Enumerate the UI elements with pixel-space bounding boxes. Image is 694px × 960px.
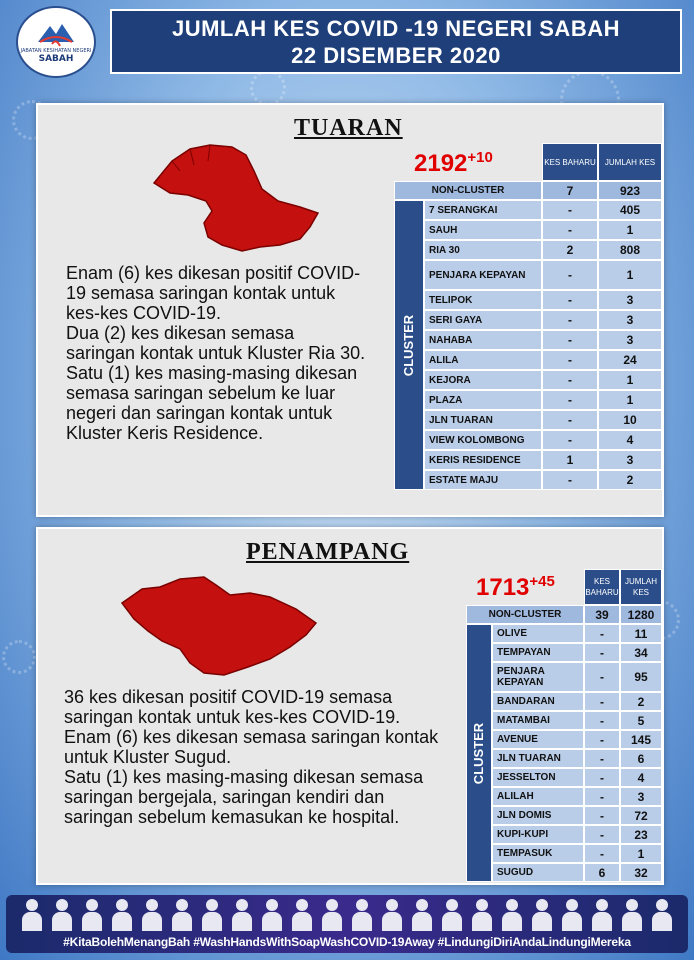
cluster-row [424, 310, 662, 330]
cluster-name: ESTATE MAJU [424, 470, 542, 490]
cluster-row [424, 290, 662, 310]
frontliner-figure-icon [80, 897, 104, 931]
new-cases-value: - [542, 430, 598, 450]
page-date: 22 DISEMBER 2020 [291, 43, 501, 68]
cluster-name: JLN DOMIS [492, 806, 584, 825]
cluster-label: CLUSTER [471, 722, 487, 784]
total-cases-value: 5 [620, 711, 662, 730]
description-paragraph: Enam (6) kes dikesan semasa saringan kontak untuk Kluster Sugud. [64, 727, 439, 767]
new-cases-value: - [542, 330, 598, 350]
total-cases-value: 11 [620, 624, 662, 643]
description-paragraph: Satu (1) kes masing-masing dikesan semasa saringan sebelum ke luar negeri dan saringan kontak untuk Kluster Keris Residence. [66, 363, 358, 443]
cluster-side-label [466, 624, 492, 882]
frontliner-figure-icon [170, 897, 194, 931]
description-paragraph: Satu (1) kes masing-masing dikesan semasa saringan bergejala, saringan kendiri dan saringan sebelum kemasukan ke hospital. [64, 767, 424, 827]
col-header-total: JUMLAH KES [620, 569, 662, 605]
tuaran-cluster-table [394, 143, 662, 513]
total-cases-value: 1 [598, 390, 662, 410]
cluster-name: 7 SERANGKAI [424, 200, 542, 220]
frontliner-figure-icon [230, 897, 254, 931]
frontliner-figure-icon [500, 897, 524, 931]
new-cases-value: - [542, 260, 598, 290]
cluster-name: VIEW KOLOMBONG [424, 430, 542, 450]
district-title: PENAMPANG [246, 539, 410, 565]
cluster-name: JLN TUARAN [492, 749, 584, 768]
frontliner-figure-icon [20, 897, 44, 931]
cluster-name: RIA 30 [424, 240, 542, 260]
cluster-name: PENJARA KEPAYAN [492, 662, 584, 692]
cluster-row [424, 450, 662, 470]
total-cases-value: 1 [598, 220, 662, 240]
new-cases-value: - [584, 787, 620, 806]
cluster-row [492, 768, 662, 787]
total-cases-value: 3 [598, 450, 662, 470]
cluster-name: TELIPOK [424, 290, 542, 310]
frontliner-figure-icon [530, 897, 554, 931]
cluster-name: JESSELTON [492, 768, 584, 787]
cluster-name: PLAZA [424, 390, 542, 410]
total-cases-value: 405 [598, 200, 662, 220]
cluster-name: ALILA [424, 350, 542, 370]
frontliner-figure-icon [380, 897, 404, 931]
new-cases-value: - [542, 200, 598, 220]
total-cases-value: 145 [620, 730, 662, 749]
total-cases-value: 2 [620, 692, 662, 711]
virus-decoration [250, 70, 286, 106]
new-cases-value: 2 [542, 240, 598, 260]
new-cases-value: - [542, 310, 598, 330]
cluster-row [492, 711, 662, 730]
cluster-row [492, 787, 662, 806]
cluster-row [424, 350, 662, 370]
cluster-name: KUPI-KUPI [492, 825, 584, 844]
cluster-row [492, 730, 662, 749]
frontliner-figure-icon [260, 897, 284, 931]
cluster-name: SAUH [424, 220, 542, 240]
cluster-name: NON-CLUSTER [466, 605, 584, 624]
frontliner-figure-icon [470, 897, 494, 931]
district-title: TUARAN [294, 115, 403, 141]
cluster-name: KEJORA [424, 370, 542, 390]
total-cases-value: 6 [620, 749, 662, 768]
total-cases-value: 3 [598, 290, 662, 310]
footer-banner [6, 895, 688, 953]
penampang-description [64, 687, 444, 827]
new-cases-value: 6 [584, 863, 620, 882]
new-cases-value: - [584, 643, 620, 662]
new-cases-value: 7 [542, 181, 598, 200]
new-cases-value: - [542, 220, 598, 240]
description-paragraph: Enam (6) kes dikesan positif COVID-19 semasa saringan kontak untuk kes-kes COVID-19. [66, 263, 361, 323]
new-cases-value: - [584, 624, 620, 643]
penampang-cluster-table [466, 569, 662, 881]
total-cases-value: 2192 [414, 150, 468, 177]
total-cases-value: 3 [598, 330, 662, 350]
cluster-row [424, 430, 662, 450]
col-header-new: KES BAHARU [584, 569, 620, 605]
new-cases-value: - [584, 692, 620, 711]
cluster-name: AVENUE [492, 730, 584, 749]
cluster-row [492, 662, 662, 692]
new-cases-value: - [584, 806, 620, 825]
cluster-row [492, 844, 662, 863]
total-cases-value: 2 [598, 470, 662, 490]
tuaran-description [66, 263, 366, 443]
new-cases-value: - [542, 390, 598, 410]
new-cases-value: - [584, 730, 620, 749]
cluster-row [492, 749, 662, 768]
frontliner-figure-icon [590, 897, 614, 931]
tuaran-panel [36, 103, 664, 517]
cluster-row [492, 643, 662, 662]
jkn-sabah-logo [16, 6, 96, 78]
cluster-name: MATAMBAI [492, 711, 584, 730]
total-cases-value: 95 [620, 662, 662, 692]
frontliner-figure-icon [200, 897, 224, 931]
frontliner-figure-icon [320, 897, 344, 931]
new-cases-value: - [584, 711, 620, 730]
cluster-row [424, 200, 662, 220]
virus-decoration [2, 640, 36, 674]
cluster-name: OLIVE [492, 624, 584, 643]
new-cases-value: - [584, 844, 620, 863]
cluster-row [492, 863, 662, 882]
cluster-name: SERI GAYA [424, 310, 542, 330]
frontliner-figure-icon [110, 897, 134, 931]
total-cases-value: 1 [598, 370, 662, 390]
total-cases-value: 1 [620, 844, 662, 863]
cluster-row [492, 825, 662, 844]
cluster-name: KERIS RESIDENCE [424, 450, 542, 470]
new-cases-value: - [584, 662, 620, 692]
total-cases-value: 34 [620, 643, 662, 662]
frontliner-figure-icon [50, 897, 74, 931]
cluster-name: NON-CLUSTER [394, 181, 542, 200]
cluster-name: JLN TUARAN [424, 410, 542, 430]
total-cases-value: 923 [598, 181, 662, 200]
new-cases-value: - [584, 825, 620, 844]
total-cases-value: 10 [598, 410, 662, 430]
new-cases-value: 1 [542, 450, 598, 470]
page-title: JUMLAH KES COVID -19 NEGERI SABAH [171, 16, 620, 41]
cluster-name: SUGUD [492, 863, 584, 882]
increase-value: +45 [529, 573, 555, 590]
cluster-row [424, 390, 662, 410]
total-cases-value: 3 [598, 310, 662, 330]
frontliner-figure-icon [290, 897, 314, 931]
cluster-row [424, 410, 662, 430]
frontliner-figure-icon [650, 897, 674, 931]
total-cases-value: 23 [620, 825, 662, 844]
non-cluster-row [394, 181, 662, 200]
logo-org-text: JABATAN KESIHATAN NEGERI [20, 48, 92, 54]
new-cases-value: 39 [584, 605, 620, 624]
total-cases-value: 72 [620, 806, 662, 825]
frontliner-figures [20, 897, 674, 933]
cluster-side-label [394, 200, 424, 490]
new-cases-value: - [584, 768, 620, 787]
total-cases-value: 1 [598, 260, 662, 290]
new-cases-value: - [584, 749, 620, 768]
cluster-row [492, 692, 662, 711]
cluster-row [424, 370, 662, 390]
total-cases-value: 4 [620, 768, 662, 787]
new-cases-value: - [542, 410, 598, 430]
total-cases-value: 32 [620, 863, 662, 882]
new-cases-value: - [542, 290, 598, 310]
cluster-name: NAHABA [424, 330, 542, 350]
frontliner-figure-icon [440, 897, 464, 931]
total-cases-value: 1280 [620, 605, 662, 624]
cluster-row [424, 220, 662, 240]
penampang-panel [36, 527, 664, 885]
frontliner-figure-icon [140, 897, 164, 931]
total-cases-value: 4 [598, 430, 662, 450]
cluster-name: TEMPASUK [492, 844, 584, 863]
tuaran-map-icon [150, 141, 320, 253]
cluster-name: ALILAH [492, 787, 584, 806]
new-cases-value: - [542, 370, 598, 390]
logo-name: SABAH [38, 54, 74, 64]
col-header-new: KES BAHARU [542, 143, 598, 181]
page-title-box [110, 9, 682, 74]
cluster-row [424, 330, 662, 350]
col-header-total: JUMLAH KES [598, 143, 662, 181]
mountain-logo-icon [36, 20, 76, 48]
total-cases-value: 3 [620, 787, 662, 806]
description-paragraph: 36 kes dikesan positif COVID-19 semasa saringan kontak untuk kes-kes COVID-19. [64, 687, 401, 727]
penampang-map-icon [120, 575, 318, 679]
description-paragraph: Dua (2) kes dikesan semasa saringan kontak untuk Kluster Ria 30. [66, 323, 366, 363]
cluster-name: PENJARA KEPAYAN [424, 260, 542, 290]
cluster-name: BANDARAN [492, 692, 584, 711]
cluster-row [424, 240, 662, 260]
frontliner-figure-icon [560, 897, 584, 931]
cluster-row [492, 806, 662, 825]
new-cases-value: - [542, 350, 598, 370]
cluster-name: TEMPAYAN [492, 643, 584, 662]
cluster-row [424, 470, 662, 490]
frontliner-figure-icon [410, 897, 434, 931]
frontliner-figure-icon [350, 897, 374, 931]
total-cases-value: 1713 [476, 574, 530, 601]
footer-hashtags: #KitaBolehMenangBah #WashHandsWithSoapWashCOVID-19Away #LindungiDiriAndaLindungiMereka [63, 935, 631, 949]
new-cases-value: - [542, 470, 598, 490]
cluster-label: CLUSTER [401, 314, 417, 376]
increase-value: +10 [467, 149, 493, 166]
cluster-row [492, 624, 662, 643]
cluster-row [424, 260, 662, 290]
total-cases-value: 24 [598, 350, 662, 370]
non-cluster-row [466, 605, 662, 624]
frontliner-figure-icon [620, 897, 644, 931]
total-cases-value: 808 [598, 240, 662, 260]
